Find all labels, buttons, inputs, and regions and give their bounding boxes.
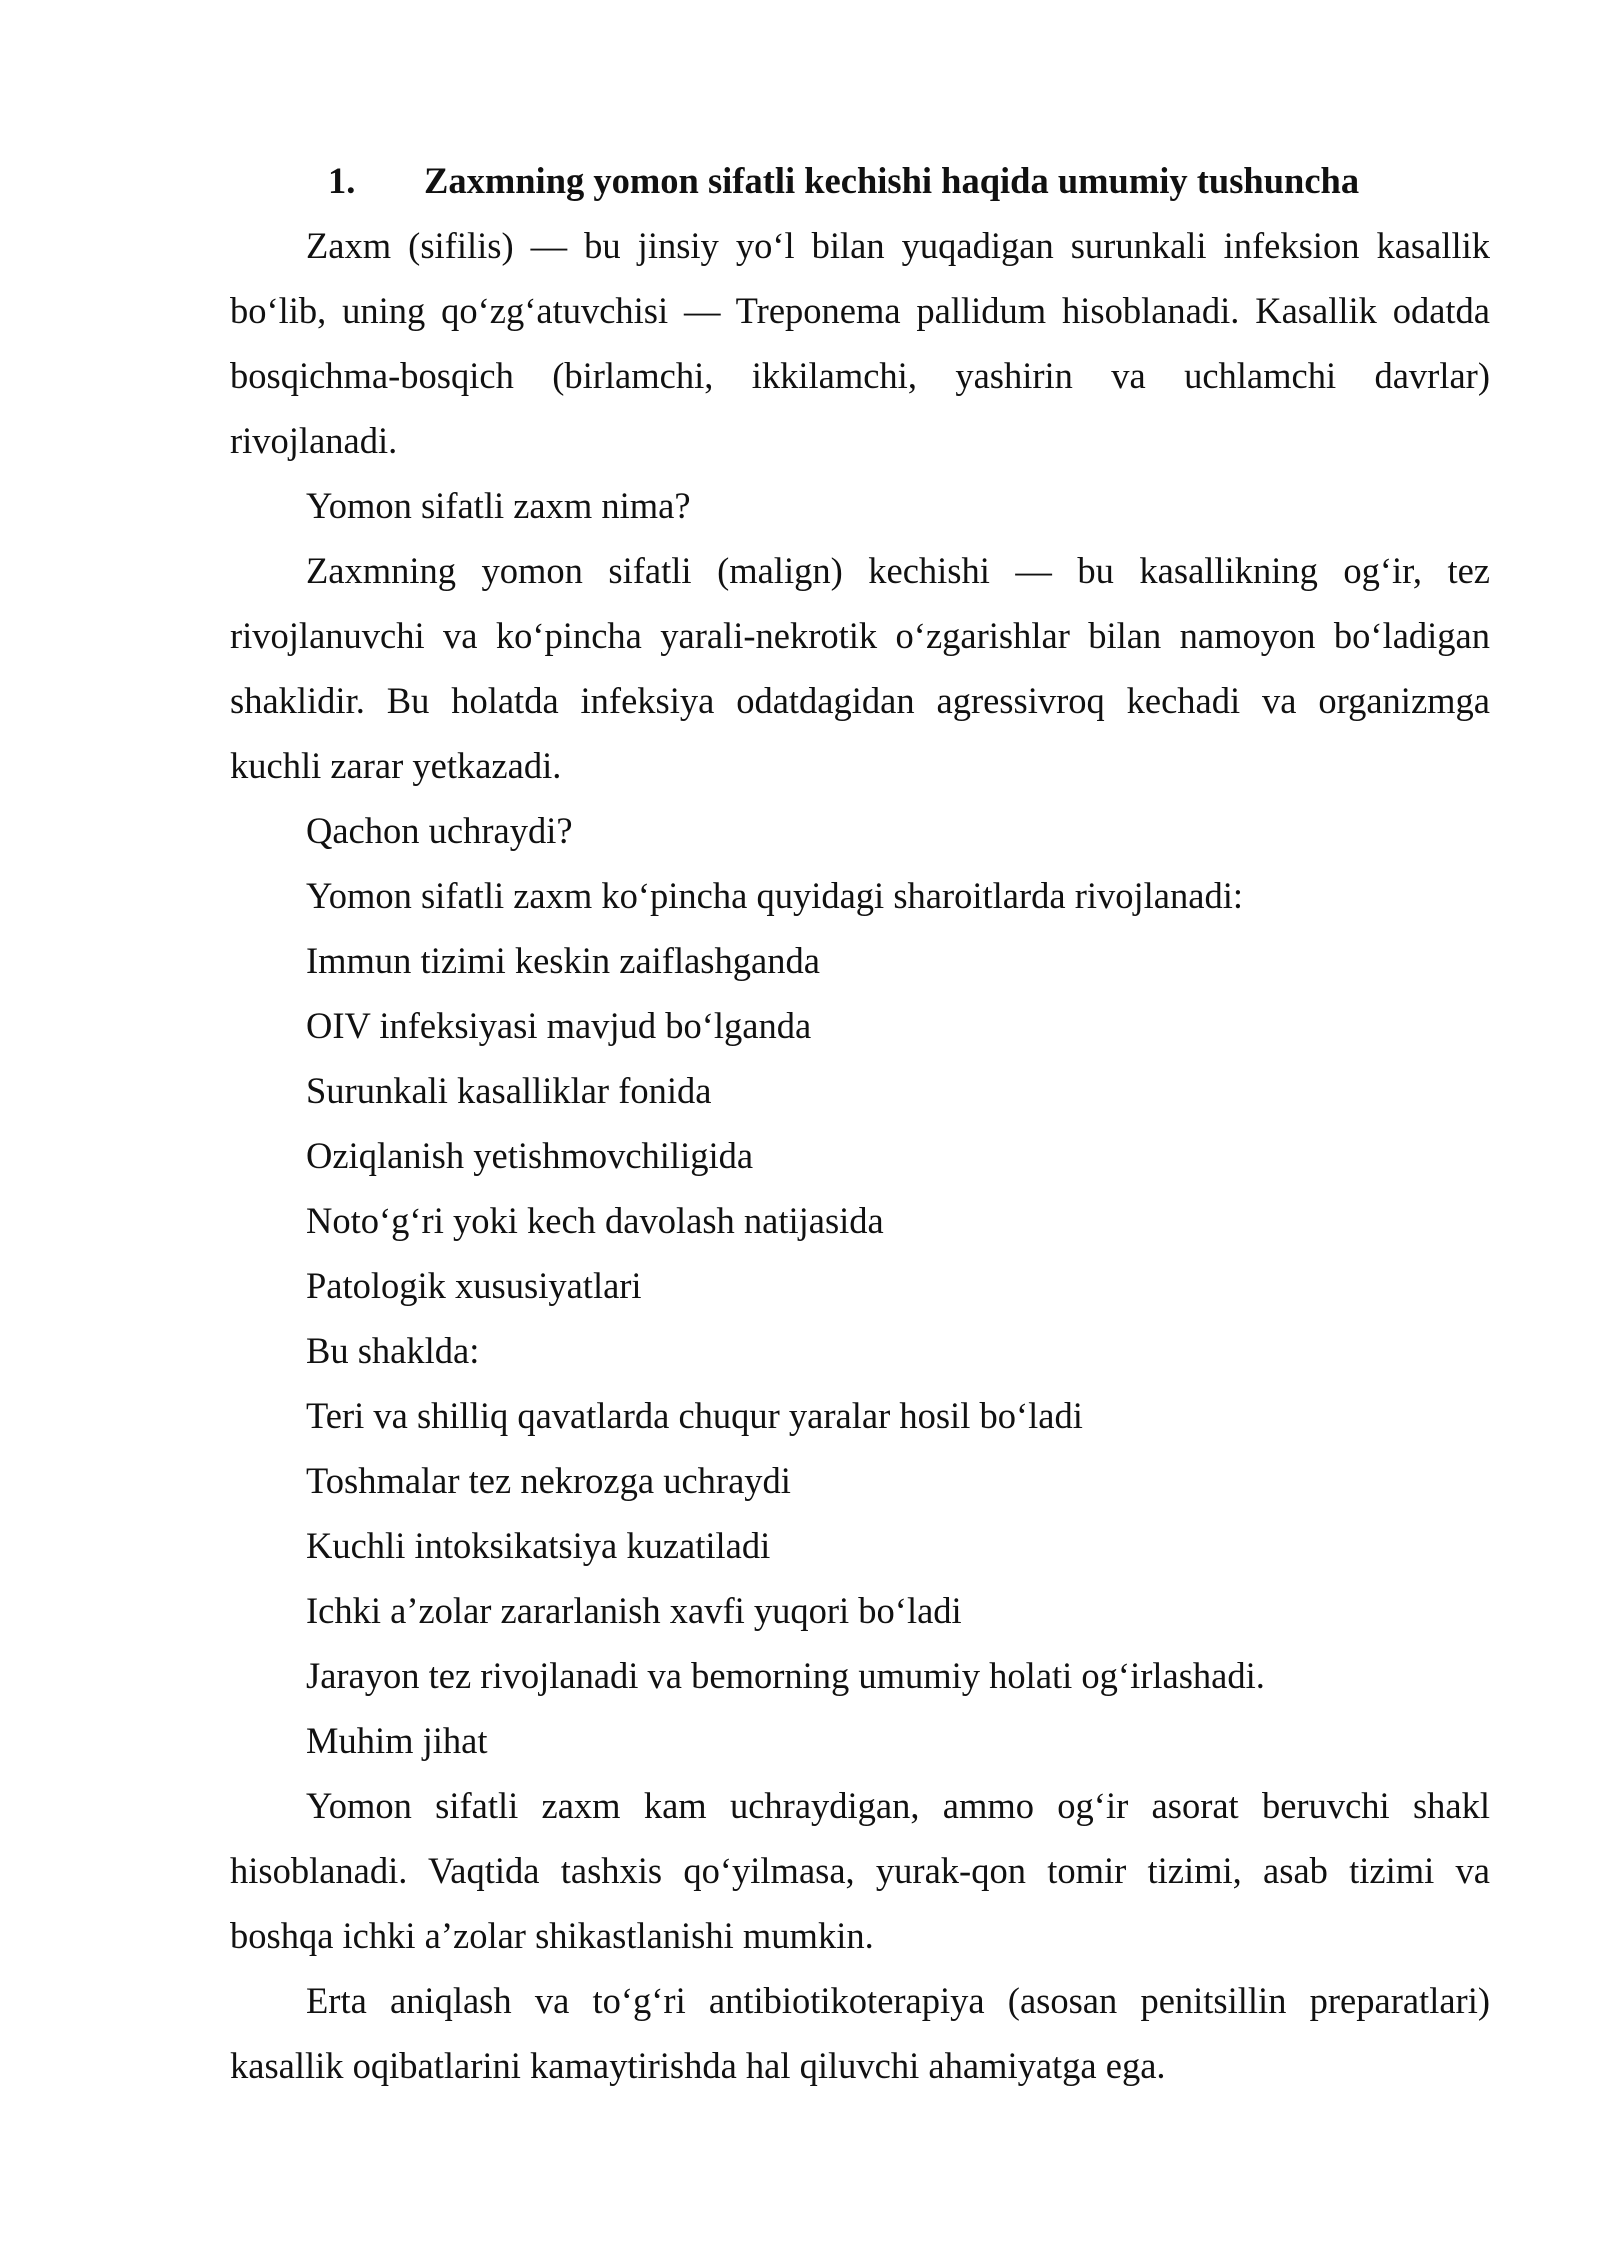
text-line: Ichki a’zolar zararlanish xavfi yuqori bo‘ladi (306, 1590, 962, 1631)
text-line: Yomon sifatli zaxm nima? (306, 485, 691, 526)
text-line: Qachon uchraydi? (306, 810, 573, 851)
text-line: Bu shaklda: (306, 1330, 480, 1371)
text-line: Noto‘g‘ri yoki kech davolash natijasida (306, 1200, 884, 1241)
text-line: bo‘lib, uning qo‘zg‘atuvchisi — Treponema pallidum hisoblanadi. Kasallik odatda (230, 290, 1490, 331)
text-line: Zaxmning yomon sifatli (malign) kechishi — bu kasallikning og‘ir, tez (306, 550, 1490, 591)
text-line: Jarayon tez rivojlanadi va bemorning umumiy holati og‘irlashadi. (306, 1655, 1265, 1696)
text-line: Teri va shilliq qavatlarda chuqur yaralar hosil bo‘ladi (306, 1395, 1083, 1436)
text-line: rivojlanuvchi va ko‘pincha yarali-nekrotik o‘zgarishlar bilan namoyon bo‘ladigan (230, 615, 1490, 656)
text-line: boshqa ichki a’zolar shikastlanishi mumkin. (230, 1915, 874, 1956)
text-line: Muhim jihat (306, 1720, 488, 1761)
text-line: Toshmalar tez nekrozga uchraydi (306, 1460, 791, 1501)
text-line: bosqichma-bosqich (birlamchi, ikkilamchi, yashirin va uchlamchi davrlar) (230, 355, 1490, 396)
text-line: Surunkali kasalliklar fonida (306, 1070, 712, 1111)
text-line: Yomon sifatli zaxm ko‘pincha quyidagi sharoitlarda rivojlanadi: (306, 875, 1243, 916)
text-line: Erta aniqlash va to‘g‘ri antibiotikoterapiya (asosan penitsillin preparatlari) (306, 1980, 1490, 2021)
document-page (230, 148, 1490, 2098)
text-line: Immun tizimi keskin zaiflashganda (306, 940, 820, 981)
heading-title: Zaxmning yomon sifatli kechishi haqida umumiy tushuncha (424, 160, 1360, 201)
text-line: kuchli zarar yetkazadi. (230, 745, 562, 786)
text-line: rivojlanadi. (230, 420, 398, 461)
text-line: Oziqlanish yetishmovchiligida (306, 1135, 754, 1176)
document-body (230, 213, 1490, 2098)
text-line: Zaxm (sifilis) — bu jinsiy yo‘l bilan yuqadigan surunkali infeksion kasallik (306, 225, 1490, 266)
heading-number: 1. (328, 160, 356, 201)
text-line: Patologik xususiyatlari (306, 1265, 642, 1306)
text-line: hisoblanadi. Vaqtida tashxis qo‘yilmasa, yurak-qon tomir tizimi, asab tizimi va (230, 1850, 1490, 1891)
text-line: shaklidir. Bu holatda infeksiya odatdagidan agressivroq kechadi va organizmga (230, 680, 1490, 721)
text-line: OIV infeksiyasi mavjud bo‘lganda (306, 1005, 812, 1046)
section-heading (230, 148, 1490, 213)
text-line: kasallik oqibatlarini kamaytirishda hal qiluvchi ahamiyatga ega. (230, 2045, 1166, 2086)
text-line: Kuchli intoksikatsiya kuzatiladi (306, 1525, 771, 1566)
text-line: Yomon sifatli zaxm kam uchraydigan, ammo og‘ir asorat beruvchi shakl (306, 1785, 1490, 1826)
